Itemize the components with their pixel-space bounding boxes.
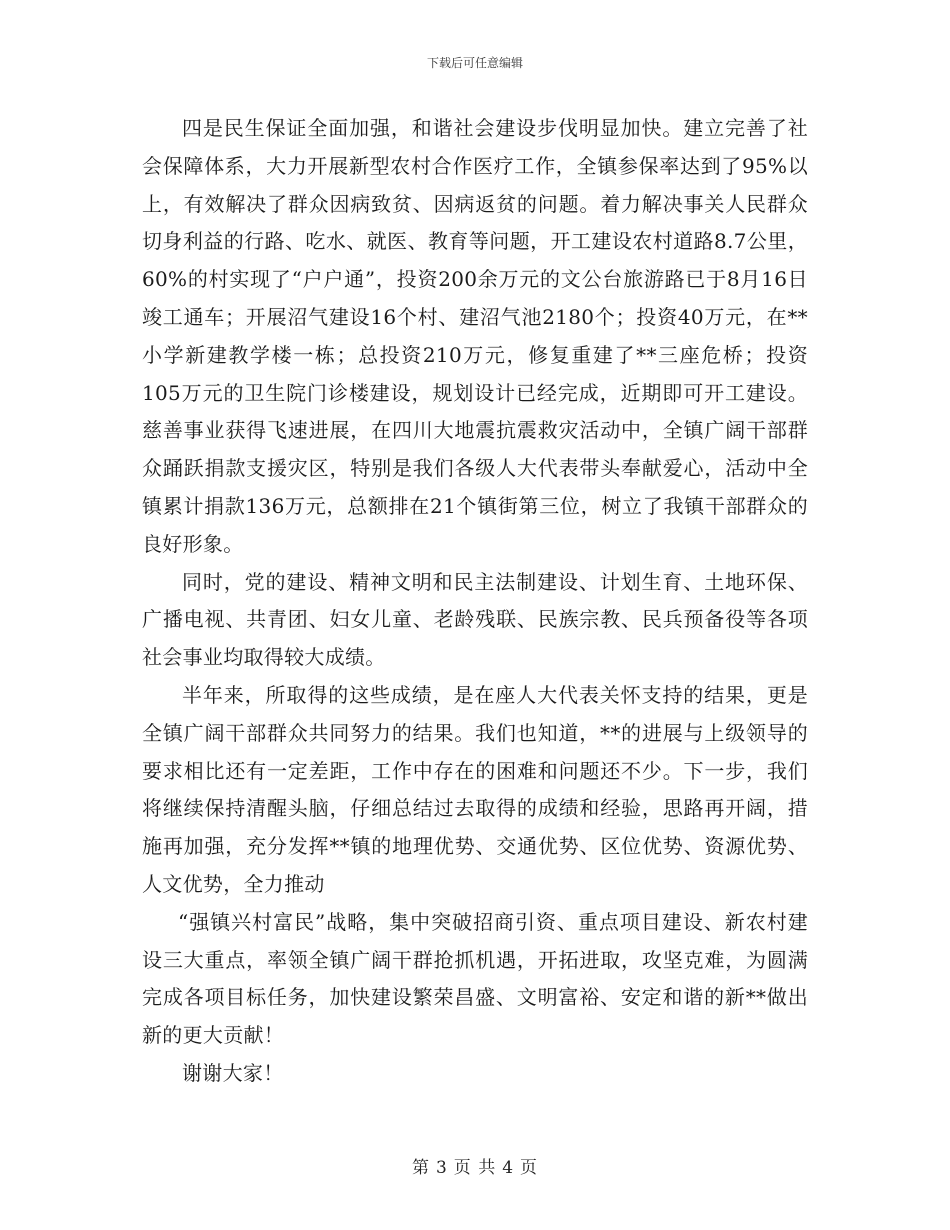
page-suffix: 页 [520,1158,539,1178]
header-note: 下载后可任意编辑 [426,56,523,70]
page-current: 3 [435,1158,448,1178]
page-total: 4 [502,1158,515,1178]
paragraph-strategy: “强镇兴村富民”战略，集中突破招商引资、重点项目建设、新农村建设三大重点，率领全镇广阔干群抢抓机遇，开拓进取，攻坚克难，为圆满完成各项目标任务，加快建设繁荣昌盛、文明富裕、安定和谐的新**做出新的更大贡献！ [142,909,808,1048]
page-mid: 页 共 [453,1158,497,1178]
paragraph-livelihood: 四是民生保证全面加强，和谐社会建设步伐明显加快。建立完善了社会保障体系，大力开展新型农村合作医疗工作，全镇参保率达到了95%以上，有效解决了群众因病致贫、因病返贫的问题。着力解决事关人民群众切身利益的行路、吃水、就医、教育等问题，开工建设农村道路8.7公里，60%的村实现了“户户通”，投资200余万元的文公台旅游路已于8月16日竣工通车；开展沼气建设16个村、建沼气池2180个；投资40万元，在**小学新建教学楼一栋；总投资210万元，修复重建了**三座危桥；投资105万元的卫生院门诊楼建设，规划设计已经完成，近期即可开工建设。慈善事业获得飞速进展，在四川大地震抗震救灾活动中，全镇广阔干部群众踊跃捐款支援灾区，特别是我们各级人大代表带头奉献爱心，活动中全镇累计捐款136万元，总额排在21个镇街第三位，树立了我镇干部群众的良好形象。 [142,116,808,556]
paragraph-half-year-summary: 半年来，所取得的这些成绩，是在座人大代表关怀支持的结果，更是全镇广阔干部群众共同努力的结果。我们也知道，**的进展与上级领导的要求相比还有一定差距，工作中存在的困难和问题还不少。下一步，我们将继续保持清醒头脑，仔细总结过去取得的成绩和经验，思路再开阔，措施再加强，充分发挥**镇的地理优势、交通优势、区位优势、资源优势、人文优势，全力推动 [142,682,808,896]
page-prefix: 第 [411,1158,430,1178]
document-body [142,110,808,1093]
paragraph-thanks: 谢谢大家！ [182,1060,284,1085]
page-footer [0,1153,950,1178]
paragraph-party-building: 同时，党的建设、精神文明和民主法制建设、计划生育、土地环保、广播电视、共青团、妇女儿童、老龄残联、民族宗教、民兵预备役等各项社会事业均取得较大成绩。 [142,569,808,670]
